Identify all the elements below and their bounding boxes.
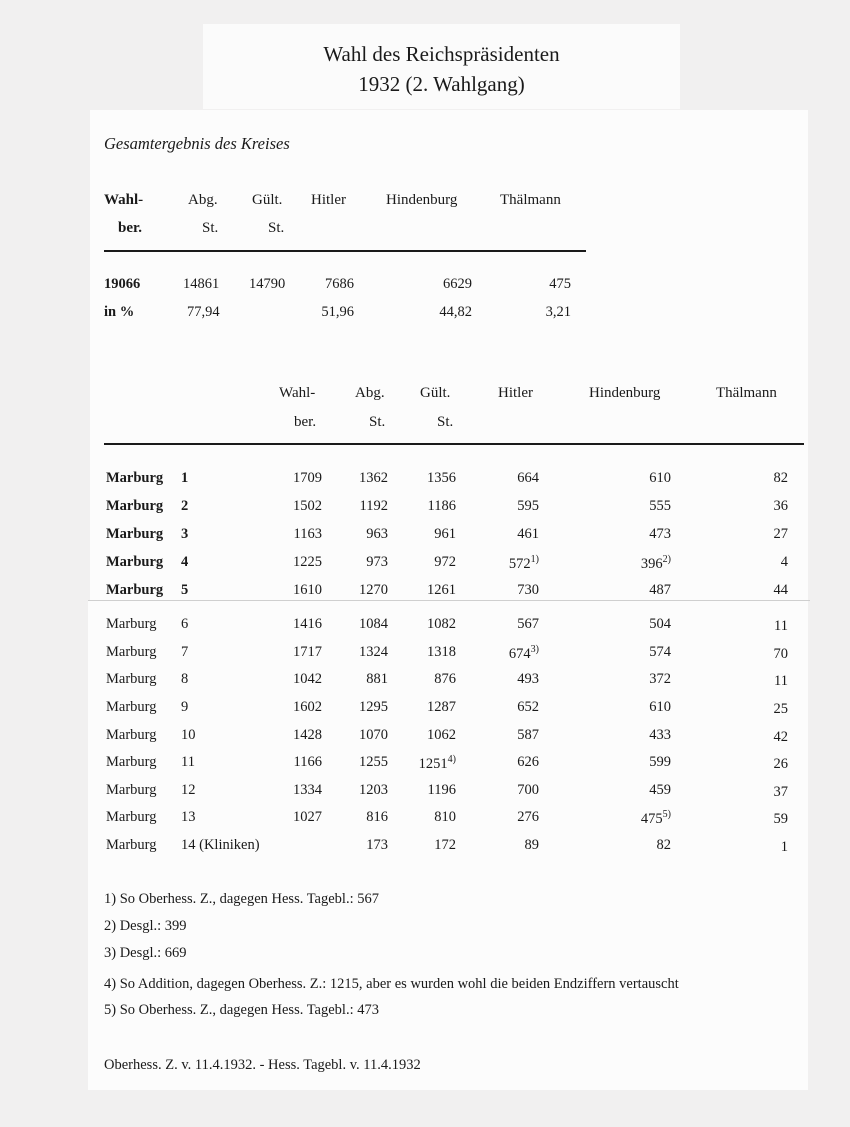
row-abg (359, 470, 388, 487)
row-wahl-value: 1225 (293, 554, 322, 570)
summary-total-thaelmann: 475 (549, 276, 571, 292)
row-name (106, 526, 163, 543)
row-wahl (293, 809, 322, 826)
row-wahl-value: 1502 (293, 498, 322, 514)
row-guelt (428, 498, 456, 515)
row-thaelmann-value: 4 (780, 554, 788, 570)
detail-header-wahl-2: ber. (294, 414, 317, 430)
row-wahl (293, 616, 322, 633)
row-thaelmann-value: 44 (773, 582, 788, 598)
detail-rule (104, 443, 804, 445)
row-hindenburg (649, 727, 671, 744)
row-number-value: 11 (181, 754, 195, 770)
footnote-marker: 4) (447, 754, 456, 765)
detail-header-abg-1: Abg. (355, 385, 385, 401)
row-wahl-value: 1709 (293, 470, 322, 486)
row-abg (366, 526, 388, 543)
row-number (181, 644, 188, 661)
row-name (106, 809, 156, 826)
row-name (106, 727, 156, 744)
row-hindenburg (649, 699, 671, 716)
row-number (181, 498, 188, 515)
row-guelt (434, 671, 456, 688)
row-hitler (517, 671, 539, 688)
row-hitler-value: 587 (517, 727, 539, 743)
row-name-value: Marburg (106, 616, 157, 632)
row-name-value: Marburg (106, 498, 164, 514)
row-name (106, 470, 163, 487)
summary-percent-abg: 77,94 (187, 304, 220, 320)
row-hitler (517, 526, 539, 543)
row-guelt (427, 727, 456, 744)
row-wahl-value: 1428 (293, 727, 322, 743)
detail-header-hindenburg: Hindenburg (589, 385, 661, 401)
row-wahl-value: 1166 (293, 754, 322, 770)
row-number-value: 3 (181, 526, 189, 542)
row-wahl-value: 1334 (293, 782, 322, 798)
row-thaelmann (774, 811, 789, 828)
row-wahl (293, 554, 322, 571)
footnote-marker: 3) (530, 644, 539, 655)
summary-percent-label: in % (104, 304, 135, 320)
row-hitler-value: 664 (517, 470, 539, 486)
row-hitler (517, 582, 539, 599)
row-hitler-value: 89 (524, 837, 539, 853)
summary-header-abg-2: St. (202, 220, 219, 236)
summary-header-hindenburg: Hindenburg (386, 192, 458, 208)
row-hitler-value: 567 (517, 616, 539, 632)
row-thaelmann (774, 470, 789, 487)
row-abg (366, 809, 388, 826)
row-wahl (293, 727, 322, 744)
row-hindenburg (649, 526, 671, 543)
row-number-value: 2 (181, 498, 189, 514)
summary-total-abg: 14861 (183, 276, 220, 292)
row-thaelmann-value: 11 (774, 673, 788, 689)
row-wahl (293, 582, 322, 599)
row-hindenburg (657, 837, 672, 854)
row-number-value: 10 (181, 727, 196, 743)
row-guelt-value: 961 (434, 526, 456, 542)
row-abg (359, 644, 388, 661)
row-abg (359, 727, 388, 744)
row-hindenburg-value: 459 (649, 782, 671, 798)
summary-header-wahl-2: ber. (118, 220, 143, 236)
footnote-1: 1) So Oberhess. Z., dagegen Hess. Tagebl.: 567 (104, 891, 379, 907)
row-abg-value: 1084 (359, 616, 388, 632)
footnote-marker: 2) (662, 554, 671, 565)
row-guelt-value: 1318 (427, 644, 456, 660)
summary-header-hitler: Hitler (311, 192, 346, 208)
row-abg-value: 1295 (359, 699, 388, 715)
row-number-value: 1 (181, 470, 189, 486)
row-thaelmann-value: 1 (780, 839, 788, 855)
row-hindenburg (649, 671, 671, 688)
row-thaelmann (774, 729, 789, 746)
summary-rule (104, 250, 586, 252)
row-wahl (294, 754, 322, 771)
row-number (181, 727, 196, 744)
row-abg-value: 1070 (359, 727, 388, 743)
row-guelt-value: 1186 (427, 498, 456, 514)
row-thaelmann-value: 59 (773, 811, 788, 827)
row-wahl (293, 470, 322, 487)
row-hindenburg (649, 782, 671, 799)
row-abg (366, 837, 388, 854)
detail-header-guelt-2: St. (437, 414, 454, 430)
row-hindenburg (649, 754, 671, 771)
row-number-value: 14 (Kliniken) (181, 837, 260, 853)
row-hitler-value: 730 (517, 582, 539, 598)
row-number (181, 526, 188, 543)
row-guelt (434, 554, 456, 571)
row-hindenburg-value: 487 (649, 582, 671, 598)
row-number (181, 699, 188, 716)
row-name (106, 754, 156, 771)
row-hindenburg (649, 470, 671, 487)
row-thaelmann-value: 25 (773, 701, 788, 717)
row-abg (359, 782, 388, 799)
row-wahl (294, 526, 322, 543)
row-hitler (509, 556, 539, 573)
title-line-1: Wahl des Reichspräsidenten (323, 42, 560, 66)
row-hindenburg (641, 811, 671, 828)
row-hindenburg-value: 475 (640, 811, 663, 827)
row-wahl-value: 1717 (293, 644, 322, 660)
row-number (181, 782, 196, 799)
summary-percent-thaelmann: 3,21 (545, 304, 571, 320)
row-hitler (517, 616, 539, 633)
row-thaelmann (774, 526, 789, 543)
row-number (181, 616, 188, 633)
summary-heading: Gesamtergebnis des Kreises (104, 134, 290, 153)
row-hindenburg-value: 574 (649, 644, 671, 660)
row-number-value: 4 (181, 554, 189, 570)
row-number (181, 837, 260, 854)
row-guelt-value: 876 (434, 671, 456, 687)
row-thaelmann (774, 646, 789, 663)
row-wahl-value: 1027 (293, 809, 322, 825)
title-sheet (203, 24, 680, 109)
row-hindenburg-value: 599 (649, 754, 671, 770)
row-guelt (427, 582, 456, 599)
row-name (106, 498, 163, 515)
row-hindenburg-value: 473 (649, 526, 671, 542)
row-hitler-value: 276 (517, 809, 539, 825)
row-guelt (434, 809, 456, 826)
row-abg-value: 1270 (359, 582, 388, 598)
row-name-value: Marburg (106, 671, 157, 687)
row-hitler-value: 626 (517, 754, 539, 770)
row-hitler (525, 837, 540, 854)
row-hitler (517, 699, 539, 716)
row-thaelmann (774, 498, 789, 515)
summary-total-hitler: 7686 (325, 276, 354, 292)
row-abg (359, 699, 388, 716)
row-hindenburg (649, 498, 671, 515)
footnote-marker: 5) (662, 809, 671, 820)
summary-header-thaelmann: Thälmann (500, 192, 561, 208)
row-hitler (517, 470, 539, 487)
row-number-value: 9 (181, 699, 189, 715)
detail-header-wahl-1: Wahl- (279, 385, 316, 401)
row-abg-value: 173 (366, 837, 388, 853)
sheet-seam (88, 600, 810, 601)
row-number-value: 5 (181, 582, 189, 598)
row-hindenburg (649, 582, 671, 599)
footnote-3: 3) Desgl.: 669 (104, 945, 187, 961)
row-abg-value: 1362 (359, 470, 388, 486)
row-hindenburg-value: 610 (649, 699, 671, 715)
row-thaelmann-value: 26 (773, 756, 788, 772)
row-guelt-value: 1356 (427, 470, 456, 486)
row-name-value: Marburg (106, 470, 164, 486)
row-abg-value: 1255 (359, 754, 388, 770)
summary-header-wahl-1: Wahl- (104, 192, 144, 208)
row-name (106, 616, 156, 633)
row-number (181, 470, 188, 487)
row-wahl-value: 1610 (293, 582, 322, 598)
row-name-value: Marburg (106, 554, 164, 570)
row-hindenburg-value: 610 (649, 470, 671, 486)
row-guelt-value: 972 (434, 554, 456, 570)
row-number-value: 8 (181, 671, 189, 687)
row-thaelmann-value: 36 (773, 498, 788, 514)
row-thaelmann (774, 673, 788, 690)
row-abg-value: 881 (366, 671, 388, 687)
row-hindenburg (649, 616, 671, 633)
row-number-value: 7 (181, 644, 189, 660)
row-hitler (517, 809, 539, 826)
row-name (106, 554, 163, 571)
row-number (181, 809, 196, 826)
source-line: Oberhess. Z. v. 11.4.1932. - Hess. Tagebl. v. 11.4.1932 (104, 1057, 421, 1073)
row-wahl-value: 1602 (293, 699, 322, 715)
row-hitler (517, 754, 539, 771)
row-guelt-value: 1082 (427, 616, 456, 632)
row-thaelmann (774, 756, 789, 773)
row-abg-value: 1203 (359, 782, 388, 798)
summary-percent-hindenburg: 44,82 (439, 304, 472, 320)
row-hitler-value: 700 (517, 782, 539, 798)
row-name (106, 837, 156, 854)
summary-total-wahl: 19066 (104, 276, 141, 292)
row-thaelmann-value: 37 (773, 784, 788, 800)
row-guelt-value: 810 (434, 809, 456, 825)
detail-header-thaelmann: Thälmann (716, 385, 777, 401)
summary-percent-hitler: 51,96 (321, 304, 354, 320)
row-wahl-value: 1042 (293, 671, 322, 687)
row-name-value: Marburg (106, 699, 157, 715)
row-name-value: Marburg (106, 582, 164, 598)
row-wahl (293, 498, 322, 515)
row-abg-value: 973 (366, 554, 388, 570)
footnote-4: 4) So Addition, dagegen Oberhess. Z.: 1215, aber es wurden wohl die beiden Endziffern vertauscht (104, 976, 679, 992)
row-thaelmann-value: 42 (773, 729, 788, 745)
row-hindenburg-value: 555 (649, 498, 671, 514)
title-line-2: 1932 (2. Wahlgang) (358, 72, 525, 96)
row-guelt (434, 837, 456, 854)
row-guelt (427, 470, 456, 487)
row-abg-value: 816 (366, 809, 388, 825)
row-guelt (427, 644, 456, 661)
detail-header-abg-2: St. (369, 414, 386, 430)
row-hitler (509, 646, 539, 663)
row-thaelmann (781, 554, 788, 571)
row-number-value: 6 (181, 616, 189, 632)
row-guelt-value: 1261 (427, 582, 456, 598)
row-thaelmann (774, 618, 788, 635)
row-name (106, 644, 156, 661)
row-hitler-value: 572 (508, 556, 531, 572)
row-name (106, 699, 156, 716)
row-abg-value: 1192 (359, 498, 388, 514)
row-name (106, 782, 156, 799)
row-number-value: 12 (181, 782, 196, 798)
row-name-value: Marburg (106, 727, 157, 743)
row-hitler-value: 461 (517, 526, 539, 542)
row-number-value: 13 (181, 809, 196, 825)
summary-header-guelt-2: St. (268, 220, 285, 236)
row-thaelmann-value: 70 (773, 646, 788, 662)
row-thaelmann-value: 82 (773, 470, 788, 486)
row-name-value: Marburg (106, 644, 157, 660)
row-name-value: Marburg (106, 526, 164, 542)
summary-total-hindenburg: 6629 (443, 276, 472, 292)
row-hitler (517, 498, 539, 515)
summary-header-guelt-1: Gült. (252, 192, 283, 208)
row-hindenburg-value: 82 (656, 837, 671, 853)
row-guelt-value: 1196 (427, 782, 456, 798)
footnote-marker: 1) (530, 554, 539, 565)
row-wahl (293, 782, 322, 799)
row-wahl (293, 671, 322, 688)
row-guelt (434, 526, 456, 543)
row-hindenburg-value: 433 (649, 727, 671, 743)
row-wahl (293, 644, 322, 661)
row-hindenburg-value: 504 (649, 616, 671, 632)
row-name-value: Marburg (106, 837, 157, 853)
row-hindenburg-value: 372 (649, 671, 671, 687)
row-abg (359, 616, 388, 633)
row-thaelmann-value: 27 (773, 526, 788, 542)
row-thaelmann (781, 839, 788, 856)
row-wahl-value: 1163 (293, 526, 322, 542)
row-abg-value: 1324 (359, 644, 388, 660)
row-abg (359, 754, 388, 771)
row-number (181, 754, 195, 771)
row-abg (366, 671, 388, 688)
row-number (181, 671, 188, 688)
row-guelt (427, 616, 456, 633)
row-hindenburg (641, 556, 671, 573)
row-number (181, 554, 188, 571)
detail-header-guelt-1: Gült. (420, 385, 451, 401)
detail-header-hitler: Hitler (498, 385, 533, 401)
row-guelt-value: 1062 (427, 727, 456, 743)
summary-total-guelt: 14790 (249, 276, 286, 292)
row-name (106, 582, 163, 599)
row-thaelmann (774, 784, 789, 801)
row-guelt (427, 699, 456, 716)
row-abg (360, 498, 388, 515)
row-name-value: Marburg (106, 809, 157, 825)
row-thaelmann (774, 701, 789, 718)
row-hitler (517, 782, 539, 799)
row-guelt-value: 1251 (418, 756, 448, 772)
row-wahl-value: 1416 (293, 616, 322, 632)
row-guelt (428, 782, 456, 799)
row-name-value: Marburg (106, 782, 157, 798)
row-thaelmann-value: 11 (774, 618, 788, 634)
row-name-value: Marburg (106, 754, 157, 770)
row-number (181, 582, 188, 599)
footnote-2: 2) Desgl.: 399 (104, 918, 187, 934)
row-wahl (293, 699, 322, 716)
row-hitler (517, 727, 539, 744)
row-hitler-value: 595 (517, 498, 539, 514)
row-guelt-value: 1287 (427, 699, 456, 715)
row-hitler-value: 674 (508, 646, 531, 662)
row-abg-value: 963 (366, 526, 388, 542)
row-abg (359, 582, 388, 599)
footnote-5: 5) So Oberhess. Z., dagegen Hess. Tagebl.: 473 (104, 1002, 379, 1018)
summary-header-abg-1: Abg. (188, 192, 218, 208)
row-abg (366, 554, 388, 571)
row-hitler-value: 652 (517, 699, 539, 715)
row-hindenburg (649, 644, 671, 661)
row-guelt-value: 172 (434, 837, 456, 853)
row-hindenburg-value: 396 (640, 556, 663, 572)
row-thaelmann (774, 582, 789, 599)
row-guelt (419, 756, 456, 773)
row-hitler-value: 493 (517, 671, 539, 687)
row-name (106, 671, 156, 688)
